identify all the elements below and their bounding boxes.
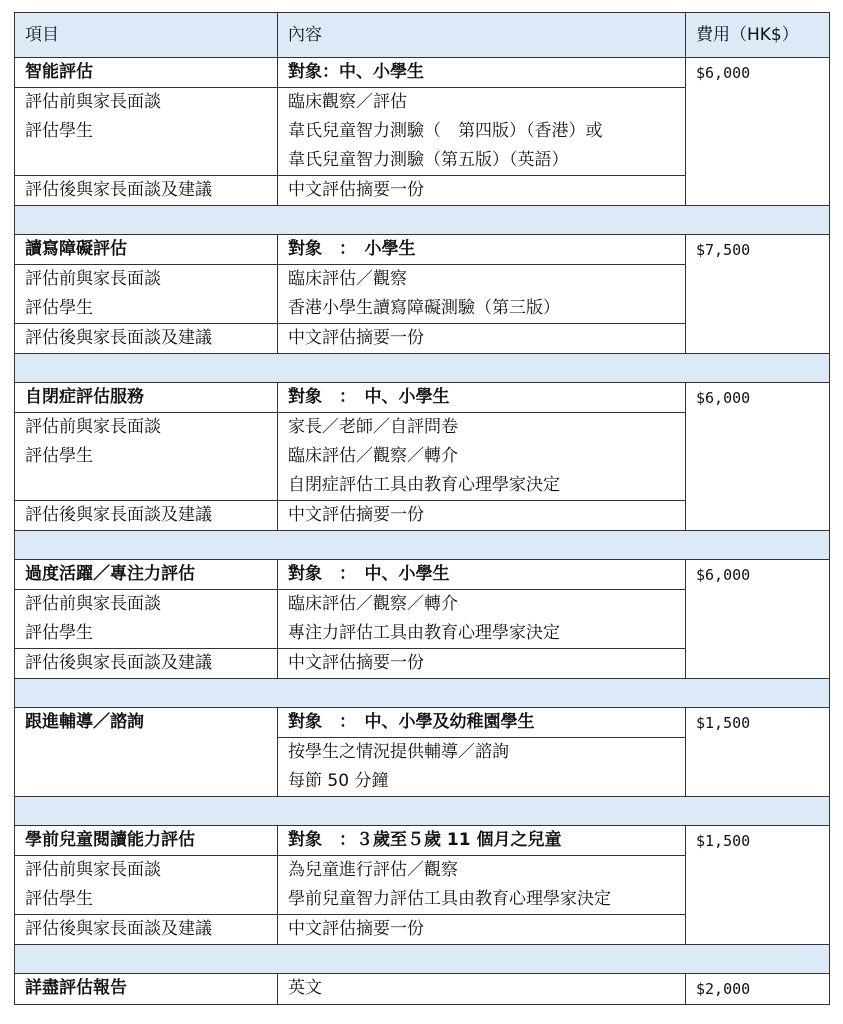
pre-content-line: 臨床評估／觀察／轉介 [288,446,458,466]
section-title-text: 讀寫障礙評估 [25,239,127,259]
section-title-row [15,235,830,265]
final-content [278,974,686,1005]
section-price [686,383,830,531]
section-target [278,383,686,413]
pre-content-line: 學前兒童智力評估工具由教育心理學家決定 [288,889,611,909]
final-price [686,974,830,1005]
section-target-text: 對象：中、小學生 [288,62,424,82]
section-price [686,708,830,797]
post-content-line: 中文評估摘要一份 [288,180,424,200]
section-pre-content [278,413,686,501]
section-title [15,235,278,265]
section-title [15,560,278,590]
pre-content-line: 臨床評估／觀察 [288,269,407,289]
section-pre-items [15,265,278,324]
final-title [15,974,278,1005]
header-fee: 費用（HK$） [686,13,830,58]
post-item: 評估後與家長面談及建議 [25,505,212,525]
post-item: 評估後與家長面談及建議 [25,328,212,348]
section-pre-items [15,590,278,649]
post-item: 評估後與家長面談及建議 [25,919,212,939]
section-pre-items [15,88,278,176]
pre-item: 評估學生 [25,446,93,466]
section-pre-content [278,88,686,176]
post-content-line: 中文評估摘要一份 [288,328,424,348]
section-price [686,235,830,354]
section-post [15,915,278,945]
pre-content-line: 自閉症評估工具由教育心理學家決定 [288,475,560,495]
section-target-text: 對象 ： 中、小學及幼稚園學生 [288,712,535,732]
separator-cell [15,531,830,560]
section-post [15,501,278,531]
section-separator [15,531,830,560]
pre-content-line: 韋氏兒童智力測驗（第五版）（英語） [288,150,569,170]
section-price [686,826,830,945]
section-title-text: 學前兒童閱讀能力評估 [25,830,195,850]
header-item: 項目 [15,13,278,58]
section-title [15,708,278,797]
pre-item: 評估前與家長面談 [25,594,161,614]
pre-item: 評估學生 [25,121,93,141]
section-post-content [278,915,686,945]
section-pre-items [15,413,278,501]
section-price [686,560,830,679]
section-target [278,708,686,738]
pre-content-line: 臨床評估／觀察／轉介 [288,594,458,614]
section-price-text: $1,500 [696,714,751,732]
post-content-line: 中文評估摘要一份 [288,653,424,673]
section-separator [15,206,830,235]
header-content: 內容 [278,13,686,58]
pre-item: 評估前與家長面談 [25,417,161,437]
section-title-text: 智能評估 [25,62,93,82]
section-target-text: 對象 ： 中、小學生 [288,564,450,584]
section-separator [15,945,830,974]
final-content-text: 英文 [288,978,322,998]
pre-content-line: 香港小學生讀寫障礙測驗（第三版） [288,298,560,318]
pre-item: 評估前與家長面談 [25,860,161,880]
final-price-text: $2,000 [696,980,751,998]
section-separator [15,797,830,826]
section-post [15,324,278,354]
separator-cell [15,206,830,235]
section-target [278,560,686,590]
section-pre-content [278,738,686,797]
section-price-text: $6,000 [696,389,751,407]
section-post-content [278,324,686,354]
post-item: 評估後與家長面談及建議 [25,180,212,200]
section-price-text: $6,000 [696,566,751,584]
pre-content-line: 韋氏兒童智力測驗（ 第四版）（香港）或 [288,121,603,141]
post-content-line: 中文評估摘要一份 [288,919,424,939]
section-pre-items [15,856,278,915]
section-title-row [15,560,830,590]
section-post-content [278,649,686,679]
section-target [278,235,686,265]
post-item: 評估後與家長面談及建議 [25,653,212,673]
final-report-row [15,974,830,1005]
section-title-row [15,383,830,413]
section-post [15,649,278,679]
pre-content-line: 為兒童進行評估／觀察 [288,860,458,880]
pre-content-line: 按學生之情況提供輔導／諮詢 [288,742,509,762]
pre-content-line: 每節 50 分鐘 [288,771,389,791]
section-post-content [278,176,686,206]
pre-item: 評估前與家長面談 [25,92,161,112]
fee-table [14,12,830,1005]
pre-content-line: 家長／老師／自評問卷 [288,417,458,437]
section-price-text: $7,500 [696,241,751,259]
section-pre-content [278,856,686,915]
section-title-row [15,58,830,88]
pre-item: 評估學生 [25,623,93,643]
separator-cell [15,797,830,826]
section-pre-content [278,265,686,324]
section-price-text: $6,000 [696,64,751,82]
separator-cell [15,679,830,708]
pre-content-line: 臨床觀察／評估 [288,92,407,112]
section-title [15,383,278,413]
post-content-line: 中文評估摘要一份 [288,505,424,525]
section-separator [15,354,830,383]
section-target [278,826,686,856]
section-title-text: 自閉症評估服務 [25,387,144,407]
pre-item: 評估學生 [25,889,93,909]
pre-content-line: 專注力評估工具由教育心理學家決定 [288,623,560,643]
section-target [278,58,686,88]
separator-cell [15,354,830,383]
section-target-text: 對象 ：３歲至５歲 11 個月之兒童 [288,830,562,850]
section-title-text: 過度活躍／專注力評估 [25,564,195,584]
section-title-row [15,708,830,738]
pre-item: 評估學生 [25,298,93,318]
section-target-text: 對象 ： 中、小學生 [288,387,450,407]
section-target-text: 對象 ： 小學生 [288,239,416,259]
section-pre-content [278,590,686,649]
section-separator [15,679,830,708]
section-title-text: 跟進輔導／諮詢 [25,712,144,732]
section-title [15,826,278,856]
pre-item: 評估前與家長面談 [25,269,161,289]
final-title-text: 詳盡評估報告 [25,978,127,998]
table-header-row [15,13,830,58]
section-post-content [278,501,686,531]
section-title-row [15,826,830,856]
section-price [686,58,830,206]
separator-cell [15,945,830,974]
section-post [15,176,278,206]
section-price-text: $1,500 [696,832,751,850]
section-title [15,58,278,88]
